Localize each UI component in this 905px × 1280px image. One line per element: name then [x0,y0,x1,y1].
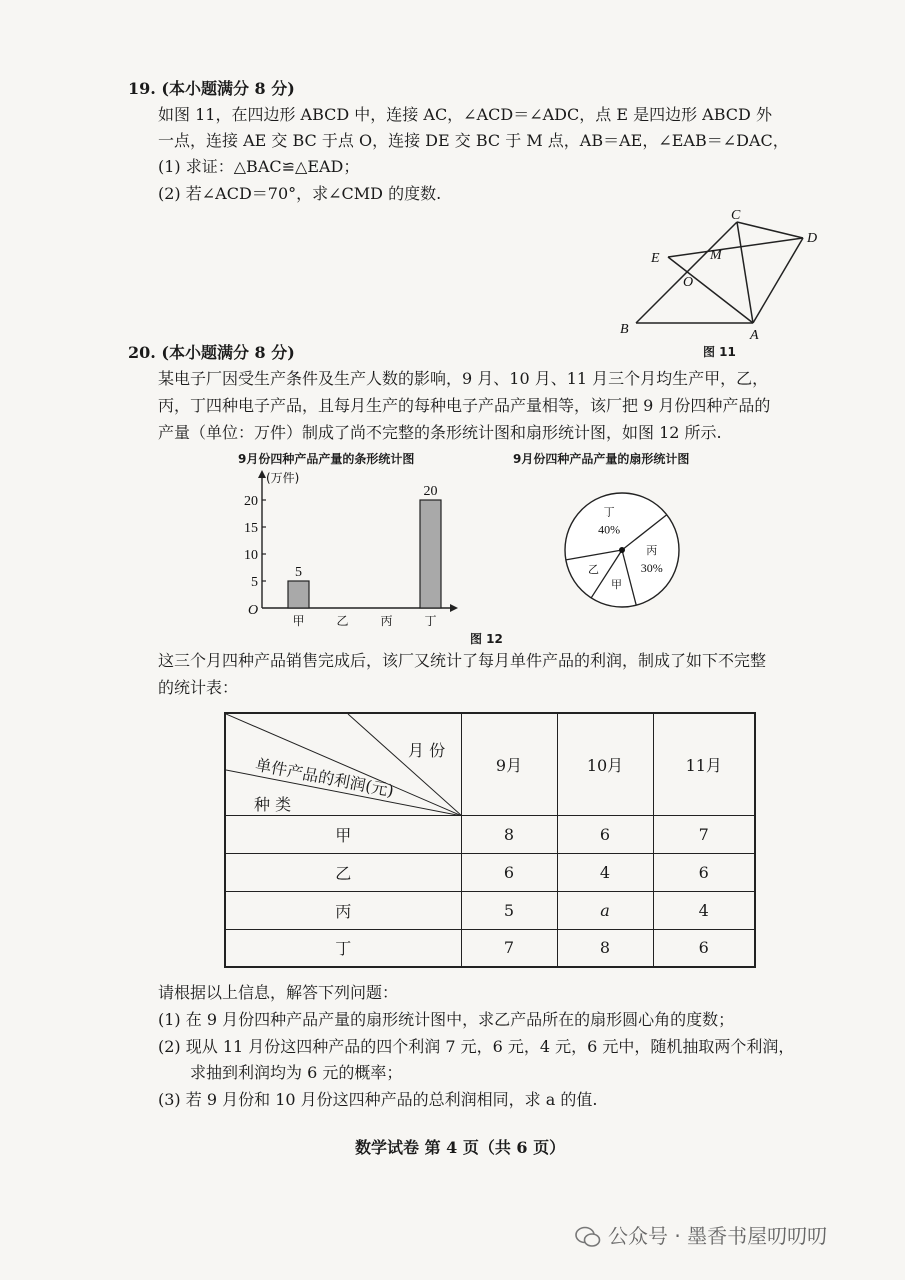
q19-part2: (2) 若∠ACD＝70°，求∠CMD 的度数. [158,184,442,203]
table-row [225,853,755,891]
x-category-label: 丙 [380,614,393,628]
bar-value-label: 20 [423,484,438,499]
header-profit-label: 单件产品的利润(元) [253,754,396,801]
bar-chart [240,468,480,628]
row-kind: 丁 [225,929,461,967]
q20-after-line1: 这三个月四种产品销售完成后，该厂又统计了每月单件产品的利润，制成了如下不完整 [158,651,767,670]
table-cell: 8 [461,815,557,853]
q20-ask3: (3) 若 9 月份和 10 月份这四种产品的总利润相同，求 a 的值. [158,1090,598,1109]
q19-heading: 19. (本小题满分 8 分) [128,79,295,98]
month-header-10: 10月 [557,713,653,815]
row-kind: 丙 [225,891,461,929]
profit-table [224,712,756,968]
pie-slice-label: 乙 [588,562,600,576]
table-cell: 7 [461,929,557,967]
table-row [225,929,755,967]
table-cell: 6 [653,853,755,891]
segment-ea [668,257,753,323]
wechat-icon [575,1226,601,1248]
header-kind-label: 种 类 [254,795,292,814]
table-row [225,815,755,853]
bar-甲 [288,581,309,608]
y-tick-label: 5 [251,575,258,590]
diagonal-header-cell [225,713,461,815]
q20-text-line1: 某电子厂因受生产条件及生产人数的影响，9 月、10 月、11 月三个月均生产甲，乙， [158,369,769,388]
point-label-a: A [750,328,759,343]
table-cell: 8 [557,929,653,967]
table-cell: 4 [557,853,653,891]
point-label-o: O [683,275,694,290]
q19-text-line2: 一点，连接 AE 交 BC 于点 O，连接 DE 交 BC 于 M 点，AB＝AE，∠EAB＝∠DAC， [158,131,789,150]
pie-center [619,547,625,553]
pie-chart-title: 9月份四种产品产量的扇形统计图 [513,452,690,466]
q19-part1: (1) 求证：△BAC≌△EAD； [158,157,360,176]
row-kind: 甲 [225,815,461,853]
pie-slice-label: 丙 [646,544,658,558]
table-cell: 6 [461,853,557,891]
table-cell: 5 [461,891,557,929]
figure-11-caption: 图 11 [703,345,736,359]
pie-percent-label: 40% [598,522,621,537]
q20-ask2-line2: 求抽到利润均为 6 元的概率； [190,1063,403,1082]
x-category-label: 乙 [336,614,349,628]
month-header-9: 9月 [461,713,557,815]
segment-bc [636,222,737,323]
page-footer: 数学试卷 第 4 页（共 6 页） [355,1138,566,1157]
segment-ca [737,222,753,323]
table-cell: 4 [653,891,755,929]
x-category-label: 甲 [292,614,305,628]
point-label-d: D [807,231,818,246]
segment-da [753,238,803,323]
header-month-label: 月 份 [408,741,446,760]
row-kind: 乙 [225,853,461,891]
q20-text-line3: 产量（单位：万件）制成了尚不完整的条形统计图和扇形统计图，如图 12 所示. [158,423,722,442]
table-cell: 6 [653,929,755,967]
table-cell: 7 [653,815,755,853]
q20-text-line2: 丙，丁四种电子产品，且每月生产的每种电子产品产量相等，该厂把 9 月份四种产品的 [158,396,771,415]
table-cell: 6 [557,815,653,853]
origin-label: O [248,603,259,618]
segment-ed [668,238,803,257]
bar-value-label: 5 [295,565,302,580]
q20-after-line2: 的统计表： [158,678,239,697]
pie-slice-label: 丁 [603,505,615,519]
bar-丁 [420,500,441,608]
figure-12-caption: 图 12 [470,632,503,646]
point-label-m: M [710,248,722,263]
point-label-e: E [651,251,660,266]
table-row [225,891,755,929]
table-header-row [225,713,755,815]
table-cell: a [557,891,653,929]
x-axis-arrow [450,604,458,612]
y-tick-label: 15 [244,521,258,536]
y-tick-label: 20 [244,494,258,509]
x-category-label: 丁 [424,614,437,628]
point-label-b: B [620,322,629,337]
q20-ask2-line1: (2) 现从 11 月份这四种产品的四个利润 7 元，6 元，4 元，6 元中，随机抽取两个利润， [158,1037,795,1056]
segment-cd [737,222,803,238]
q20-ask1: (1) 在 9 月份四种产品产量的扇形统计图中，求乙产品所在的扇形圆心角的度数； [158,1010,735,1029]
pie-chart [558,482,688,612]
figure-11-geometry [610,205,830,345]
y-axis-unit: (万件) [266,471,300,485]
month-header-11: 11月 [653,713,755,815]
bar-chart-title: 9月份四种产品产量的条形统计图 [238,452,415,466]
q20-ask-intro: 请根据以上信息，解答下列问题： [158,983,399,1002]
q19-text-line1: 如图 11，在四边形 ABCD 中，连接 AC，∠ACD＝∠ADC，点 E 是四边形 ABCD 外 [158,105,772,124]
point-label-c: C [731,208,741,223]
watermark-text: 公众号 · 墨香书屋叨叨叨 [608,1224,828,1248]
y-tick-label: 10 [244,548,258,563]
pie-slice-label: 甲 [611,577,623,591]
pie-percent-label: 30% [640,561,663,576]
q20-heading: 20. (本小题满分 8 分) [128,343,295,362]
y-axis-arrow [258,470,266,478]
